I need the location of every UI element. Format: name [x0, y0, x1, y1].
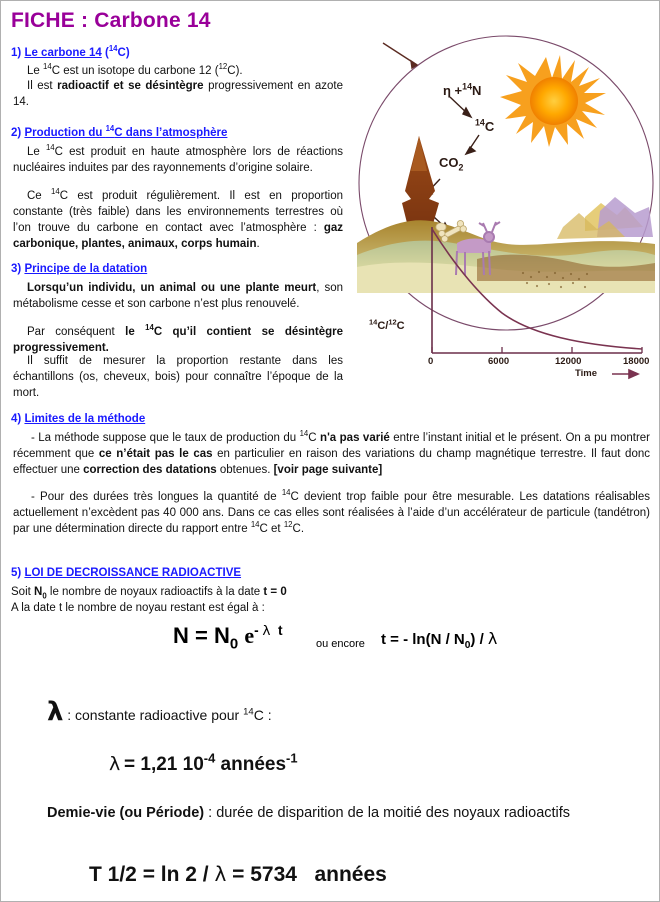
section-5-line-1: Soit $N_0$ le nombre de noyaux radioactifs à la date t = 0	[11, 586, 287, 601]
graph-x-axis-label: Time	[575, 368, 598, 379]
section-number-4: 4)	[11, 413, 22, 425]
section-5-line-2: A la date t le nombre de noyau restant est égal à :	[11, 602, 265, 614]
decay-law-inverse-formula: t = - $\ln(N / N_0)$ / λ	[381, 629, 498, 651]
section-heading-1	[11, 44, 130, 59]
section-2-paragraph-1: Le $^{14}$C est produit en haute atmosphère lors de réactions nucléaires induites par des rayonnements d’origine solaire.	[13, 143, 343, 174]
section-4-paragraph-1: - La méthode suppose que le taux de production du $^{14}$C n'a pas varié entre l’instant initial et le présent. On a pu montrer récemment que ce n’était pas le cas en particulier en raison des variations du champ magnétique terrestre. Il faut donc effectuer une correction des datations obtenues. [voir page suivante]	[13, 429, 651, 476]
section-3-paragraph-3: Il suffit de mesurer la proportion restante dans les échantillons (os, cheveux, bois) pour connaître l’époque de la mort.	[13, 355, 343, 399]
incoming-ray-arrow	[383, 43, 417, 68]
section-1-paragraph-2: Il est radioactif et se désintègre progressivement en azote 14.	[13, 80, 344, 108]
graph-xtick-12000: 12000	[555, 356, 582, 367]
section-heading-3	[11, 263, 147, 275]
lambda-symbol: λ	[47, 697, 64, 727]
section-title-5: LOI DE DECROISSANCE RADIOACTIVE	[24, 567, 242, 579]
page-title: FICHE : Carbone 14	[11, 9, 211, 32]
section-heading-5	[11, 567, 241, 579]
halflife-text: : durée de disparition de la moitié des noyaux radioactifs	[204, 805, 571, 821]
label-nitrogen-reaction: η +$^{14}$N	[443, 81, 482, 98]
bone-sample-icon	[436, 223, 446, 231]
lambda-definition-text: : constante radioactive pour $^{14}$C :	[67, 706, 272, 723]
section-title-1-suffix: ($^{14}$C)	[104, 44, 130, 59]
section-number-1: 1)	[11, 47, 22, 59]
section-number-3: 3)	[11, 263, 22, 275]
mountains-illustration	[557, 197, 653, 239]
graph-x-ticks	[432, 347, 642, 353]
section-4-paragraph-2: - Pour des durées très longues la quantité de $^{14}$C devient trop faible pour être mesurable. Les datations réalisables actuellement n’excèdent pas 40 000 ans. Dans ce cas elles sont réalisées à l’aide d’un accélérateur de particule (tandétron) par une détermination directe du rapport entre $^{14}$C et $^{12}$C.	[13, 488, 650, 535]
section-number-2: 2)	[11, 127, 22, 139]
graph-time-arrow	[612, 370, 638, 378]
graph-xtick-0: 0	[428, 356, 434, 367]
sun-icon	[500, 55, 606, 147]
section-title-1: Le carbone 14	[24, 47, 102, 59]
section-title-4: Limites de la méthode	[24, 413, 146, 425]
section-1-paragraph-1: Le $^{14}$C est un isotope du carbone 12 ($^{12}$C).	[27, 62, 243, 77]
section-heading-4	[11, 413, 145, 425]
halflife-definition-line	[47, 803, 627, 824]
lambda-definition-line	[47, 697, 272, 727]
graph-xtick-6000: 6000	[488, 356, 510, 367]
label-carbon-14: $^{14}$C	[475, 117, 495, 134]
lambda-value-formula: λ = 1,21 $10^{-4}$ années$^{-1}$	[109, 750, 298, 775]
section-title-2: Production du $^{14}$C dans l’atmosphère	[24, 124, 228, 139]
decay-law-formula: $N = N_0$ $e^{- \lambda t}$	[173, 622, 283, 653]
halflife-formula: T 1/2 = ln 2 / λ = 5734 années	[89, 862, 387, 886]
carbon-14-cycle-illustration	[357, 31, 655, 386]
formula-connector: ou encore	[316, 638, 365, 650]
section-3-paragraph-1: Lorsqu’un individu, un animal ou une plante meurt, son métabolisme cesse et son carbone n’est plus renouvelé.	[13, 282, 343, 310]
label-carbon-dioxide: $CO_2$	[439, 155, 464, 173]
graph-xtick-18000: 18000	[623, 356, 650, 367]
section-title-3: Principe de la datation	[24, 263, 148, 275]
section-3-paragraph-2: Par conséquent le $^{14}$C qu’il contient se désintègre progressivement.	[13, 323, 343, 354]
section-2-paragraph-2: Ce $^{14}$C est produit régulièrement. Il est en proportion constante (très faible) dans les environnements terrestres où l’on trouve du carbone en contact avec l’atmosphère : gaz carbonique, plantes, animaux, corps humain.	[13, 187, 343, 250]
graph-y-axis-label: $^{14}$C/$^{12}$C	[369, 317, 405, 332]
section-number-5: 5)	[11, 567, 22, 579]
section-heading-2	[11, 124, 228, 139]
halflife-label: Demie-vie (ou Période)	[47, 805, 205, 821]
